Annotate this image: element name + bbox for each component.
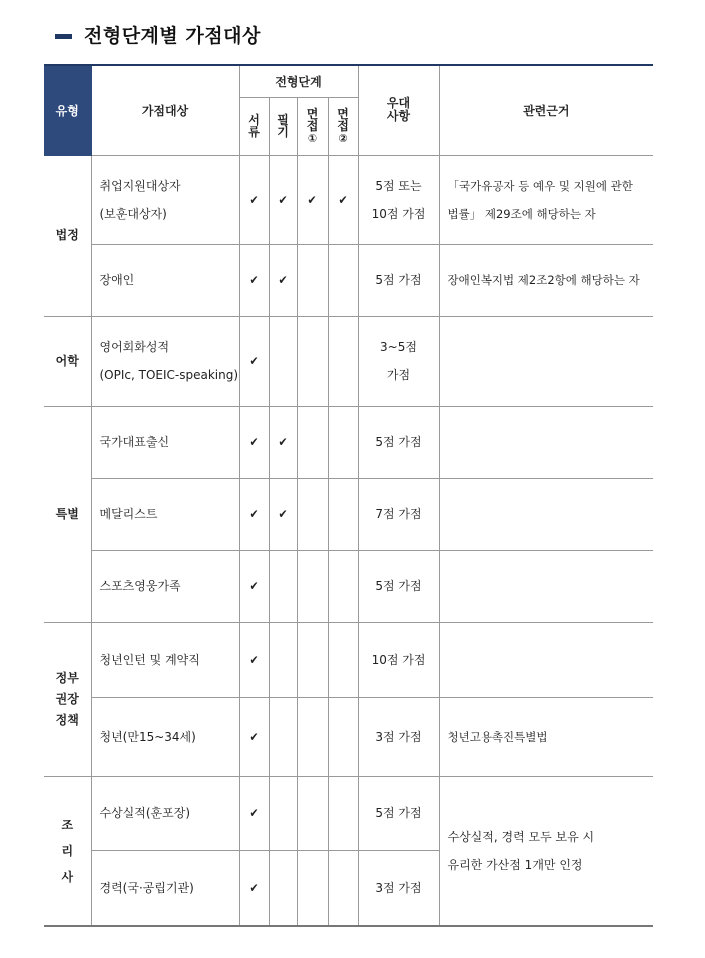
check-mark: ✔ [328, 155, 358, 244]
preference-cell: 5점 가점 [358, 550, 439, 622]
header-type: 유형 [44, 65, 91, 155]
header-stage-interview-2: 면 접 ② [328, 97, 358, 155]
basis-cell: 「국가유공자 등 예우 및 지원에 관한 법률」 제29조에 해당하는 자 [439, 155, 653, 244]
check-mark: ✔ [239, 697, 269, 776]
preference-cell: 5점 가점 [358, 776, 439, 850]
check-mark: ✔ [239, 244, 269, 316]
header-preference: 우대 사항 [358, 65, 439, 155]
check-mark: ✔ [239, 622, 269, 697]
table-row [44, 155, 653, 244]
check-mark: ✔ [239, 155, 269, 244]
header-stage-document: 서 류 [239, 97, 269, 155]
target-cell: 장애인 [91, 244, 239, 316]
check-mark: ✔ [269, 244, 297, 316]
target-cell: 메달리스트 [91, 478, 239, 550]
target-cell: 청년인턴 및 계약직 [91, 622, 239, 697]
group-gov-policy: 정부 권장 정책 [44, 622, 91, 776]
basis-cell: 청년고용촉진특별법 [439, 697, 653, 776]
preference-cell: 3점 가점 [358, 697, 439, 776]
check-mark: ✔ [239, 316, 269, 406]
page-title: 전형단계별 가점대상 [84, 24, 261, 47]
table-row [44, 406, 653, 478]
preference-cell: 5점 가점 [358, 406, 439, 478]
table-row [44, 776, 653, 850]
target-cell: 국가대표출신 [91, 406, 239, 478]
group-language: 어학 [44, 316, 91, 406]
table-row [44, 244, 653, 316]
table-row [44, 550, 653, 622]
table-row [44, 622, 653, 697]
target-cell: 영어회화성적 (OPIc, TOEIC-speaking) [91, 316, 239, 406]
bonus-points-table [44, 64, 653, 927]
basis-cell: 장애인복지법 제2조2항에 해당하는 자 [439, 244, 653, 316]
preference-cell: 10점 가점 [358, 622, 439, 697]
check-mark: ✔ [239, 550, 269, 622]
target-cell: 스포츠영웅가족 [91, 550, 239, 622]
preference-cell: 7점 가점 [358, 478, 439, 550]
preference-cell: 5점 가점 [358, 244, 439, 316]
header-stage-interview-1: 면 접 ① [297, 97, 328, 155]
preference-cell: 3점 가점 [358, 850, 439, 926]
preference-cell: 3~5점 가점 [358, 316, 439, 406]
header-basis: 관련근거 [439, 65, 653, 155]
check-mark: ✔ [239, 478, 269, 550]
title-bullet-bar [55, 34, 72, 39]
table-row [44, 316, 653, 406]
target-cell: 청년(만15~34세) [91, 697, 239, 776]
check-mark: ✔ [269, 155, 297, 244]
basis-cell: 수상실적, 경력 모두 보유 시 유리한 가산점 1개만 인정 [439, 776, 653, 926]
header-target: 가점대상 [91, 65, 239, 155]
check-mark: ✔ [239, 406, 269, 478]
check-mark: ✔ [269, 406, 297, 478]
page-title-wrap [55, 20, 261, 48]
table-row [44, 478, 653, 550]
group-discipline: 조 리 사 [44, 776, 91, 926]
target-cell: 취업지원대상자 (보훈대상자) [91, 155, 239, 244]
target-cell: 수상실적(훈포장) [91, 776, 239, 850]
header-stage-written: 필 기 [269, 97, 297, 155]
target-cell: 경력(국·공립기관) [91, 850, 239, 926]
check-mark: ✔ [239, 850, 269, 926]
preference-cell: 5점 또는 10점 가점 [358, 155, 439, 244]
group-legal: 법정 [44, 155, 91, 316]
header-stages: 전형단계 [239, 65, 358, 97]
check-mark: ✔ [297, 155, 328, 244]
table-row [44, 697, 653, 776]
check-mark: ✔ [239, 776, 269, 850]
group-special: 특별 [44, 406, 91, 622]
check-mark: ✔ [269, 478, 297, 550]
